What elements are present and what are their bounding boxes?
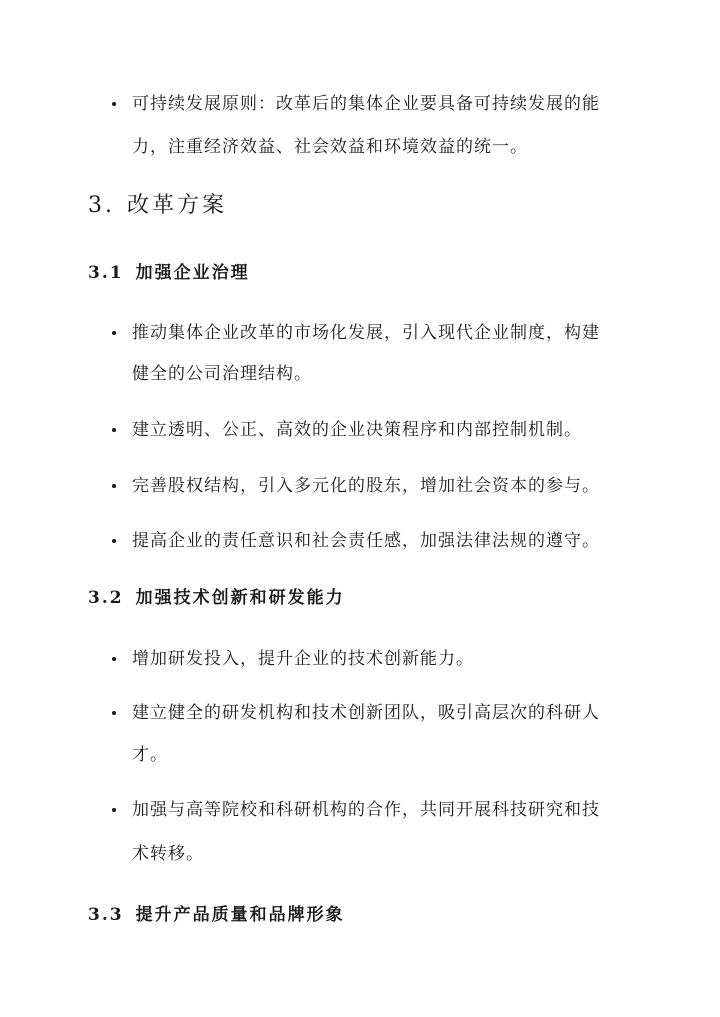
subsection-3-2-heading [88,583,345,608]
subsection-3-1-number: 3.1 [88,263,124,283]
principle-line-2: 力，注重经济效益、社会效益和环境效益的统一。 [132,137,528,157]
s31-bullet-1-line-2: 健全的公司治理结构。 [132,364,312,384]
bullet-icon [112,484,116,488]
s32-bullet-3-line-2: 术转移。 [132,844,204,864]
bullet-icon [112,808,116,812]
bullet-icon [112,428,116,432]
subsection-3-3-heading [88,900,345,925]
subsection-3-1-title: 加强企业治理 [135,263,250,283]
subsection-3-3-number: 3.3 [88,905,124,925]
subsection-3-3-title: 提升产品质量和品牌形象 [135,905,345,925]
subsection-3-2-title: 加强技术创新和研发能力 [135,588,345,608]
subsection-3-2-number: 3.2 [88,588,124,608]
section-3-heading [88,188,227,219]
s31-bullet-4: 提高企业的责任意识和社会责任感，加强法律法规的遵守。 [132,531,600,551]
bullet-icon [112,331,116,335]
s32-bullet-2-line-2: 才。 [132,745,168,765]
s31-bullet-1-line-1: 推动集体企业改革的市场化发展，引入现代企业制度，构建 [132,323,600,343]
s32-bullet-3-line-1: 加强与高等院校和科研机构的合作，共同开展科技研究和技 [132,800,600,820]
s31-bullet-2: 建立透明、公正、高效的企业决策程序和内部控制机制。 [132,420,582,440]
s31-bullet-3: 完善股权结构，引入多元化的股东，增加社会资本的参与。 [132,476,600,496]
bullet-icon [112,102,116,106]
bullet-icon [112,539,116,543]
section-3-title: 改革方案 [127,193,228,218]
subsection-3-1-heading [88,258,250,283]
bullet-icon [112,657,116,661]
s32-bullet-1: 增加研发投入，提升企业的技术创新能力。 [132,649,474,669]
section-3-number: 3. [88,193,115,218]
principle-line-1: 可持续发展原则：改革后的集体企业要具备可持续发展的能 [132,94,600,114]
bullet-icon [112,711,116,715]
s32-bullet-2-line-1: 建立健全的研发机构和技术创新团队，吸引高层次的科研人 [132,703,600,723]
